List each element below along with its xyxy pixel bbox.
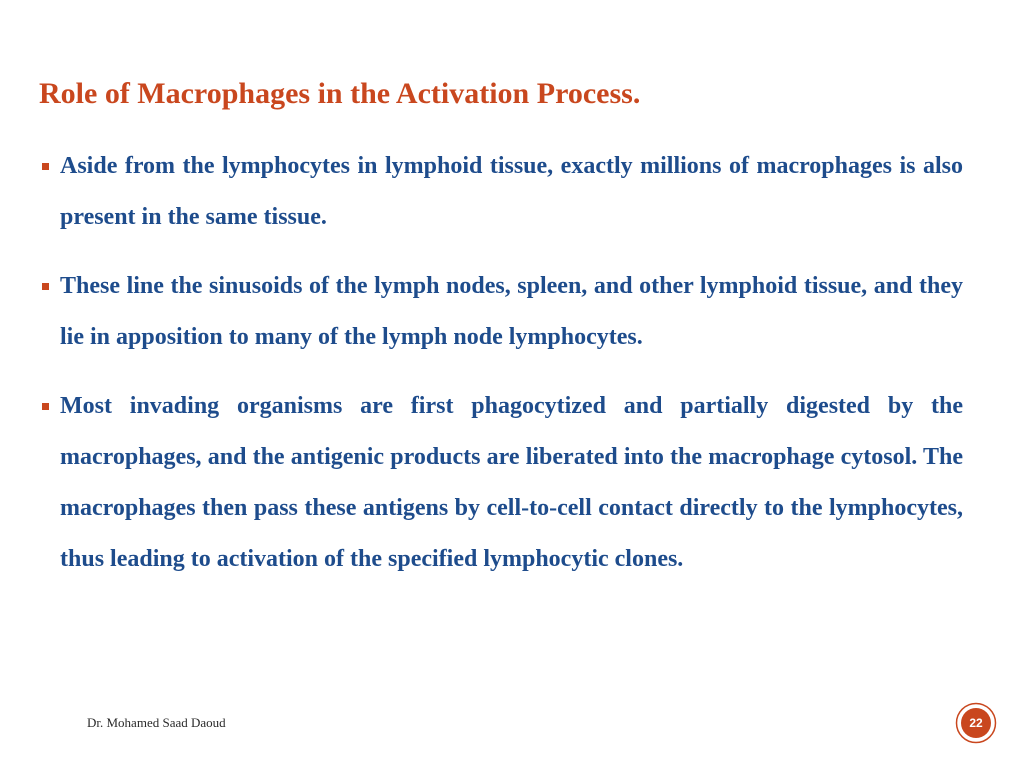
footer-author: Dr. Mohamed Saad Daoud	[87, 715, 226, 730]
square-bullet-icon	[42, 403, 49, 410]
slide-title: Role of Macrophages in the Activation Process.	[39, 77, 641, 110]
page-number-badge	[955, 702, 997, 744]
bullet-item	[40, 261, 963, 363]
square-bullet-icon	[42, 163, 49, 170]
bullet-text: Aside from the lymphocytes in lymphoid tissue, exactly millions of macrophages is also present in the same tissue.	[60, 153, 963, 230]
bullet-list	[40, 141, 963, 603]
bullet-item	[40, 141, 963, 243]
bullet-text: These line the sinusoids of the lymph nodes, spleen, and other lymphoid tissue, and they lie in apposition to many of the lymph node lymphocytes.	[60, 273, 963, 350]
page-number: 22	[969, 716, 983, 730]
bullet-item	[40, 381, 963, 585]
bullet-text: Most invading organisms are first phagocytized and partially digested by the macrophages, and the antigenic products are liberated into the macrophage cytosol. The macrophages then pass these antigens by cell-to-cell contact directly to the lymphocytes, thus leading to activation of the specified lymphocytic clones.	[60, 393, 963, 572]
square-bullet-icon	[42, 283, 49, 290]
